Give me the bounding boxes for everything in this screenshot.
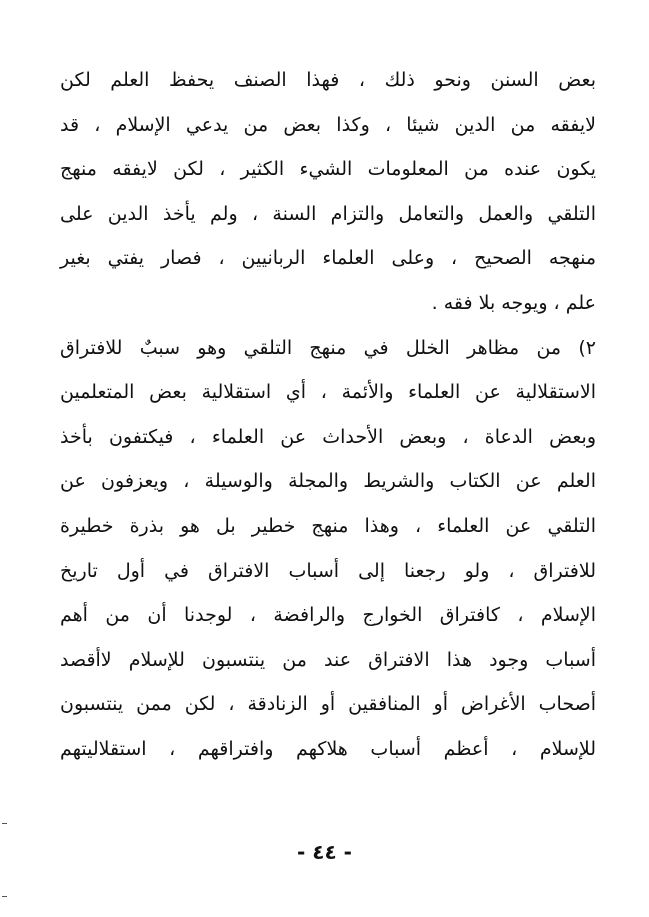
text-line: علم ، ويوجه بلا فقه . <box>431 291 596 314</box>
text-line: أصحاب الأغراض أو المنافقين أو الزنادقة ، لكن ممن ينتسبون <box>60 693 596 716</box>
text-line: التلقي عن العلماء ، وهذا منهج خطير بل هو بذرة خطيرة <box>60 514 596 537</box>
text-line: للإسلام ، أعظم أسباب هلاكهم وافتراقهم ، استقلاليتهم <box>60 737 596 760</box>
text-line: التلقي والعمل والتعامل والتزام السنة ، ولم يأخذ الدين على <box>60 202 596 225</box>
text-line: يكون عنده من المعلومات الشيء الكثير ، لكن لايفقه منهج <box>60 158 596 181</box>
text-line: العلم عن الكتاب والشريط والمجلة والوسيلة ، ويعزفون عن <box>60 470 596 493</box>
text-line: ٢) من مظاهر الخلل في منهج التلقي وهو سببٌ للافتراق <box>60 336 596 359</box>
margin-mark <box>2 823 7 824</box>
text-line: الاستقلالية عن العلماء والأئمة ، أي استقلالية بعض المتعلمين <box>60 381 596 404</box>
text-line: الإسلام ، كافتراق الخوارج والرافضة ، لوجدنا أن من أهم <box>60 604 596 627</box>
text-line: وبعض الدعاة ، وبعض الأحداث عن العلماء ، فيكتفون بأخذ <box>60 425 596 448</box>
text-line: للافتراق ، ولو رجعنا إلى أسباب الافتراق في أول تاريخ <box>60 559 596 582</box>
text-line: لايفقه من الدين شيئا ، وكذا بعض من يدعي الإسلام ، قد <box>60 113 596 136</box>
text-line: بعض السنن ونحو ذلك ، فهذا الصنف يحفظ العلم لكن <box>60 69 596 91</box>
text-line: منهجه الصحيح ، وعلى العلماء الربانيين ، فصار يفتي بغير <box>60 247 596 270</box>
page-number: - ٤٤ - <box>297 840 352 864</box>
margin-mark <box>2 896 7 897</box>
body-text <box>60 58 596 772</box>
text-line: أسباب وجود هذا الافتراق عند من ينتسبون للإسلام لاأقصد <box>60 648 596 671</box>
